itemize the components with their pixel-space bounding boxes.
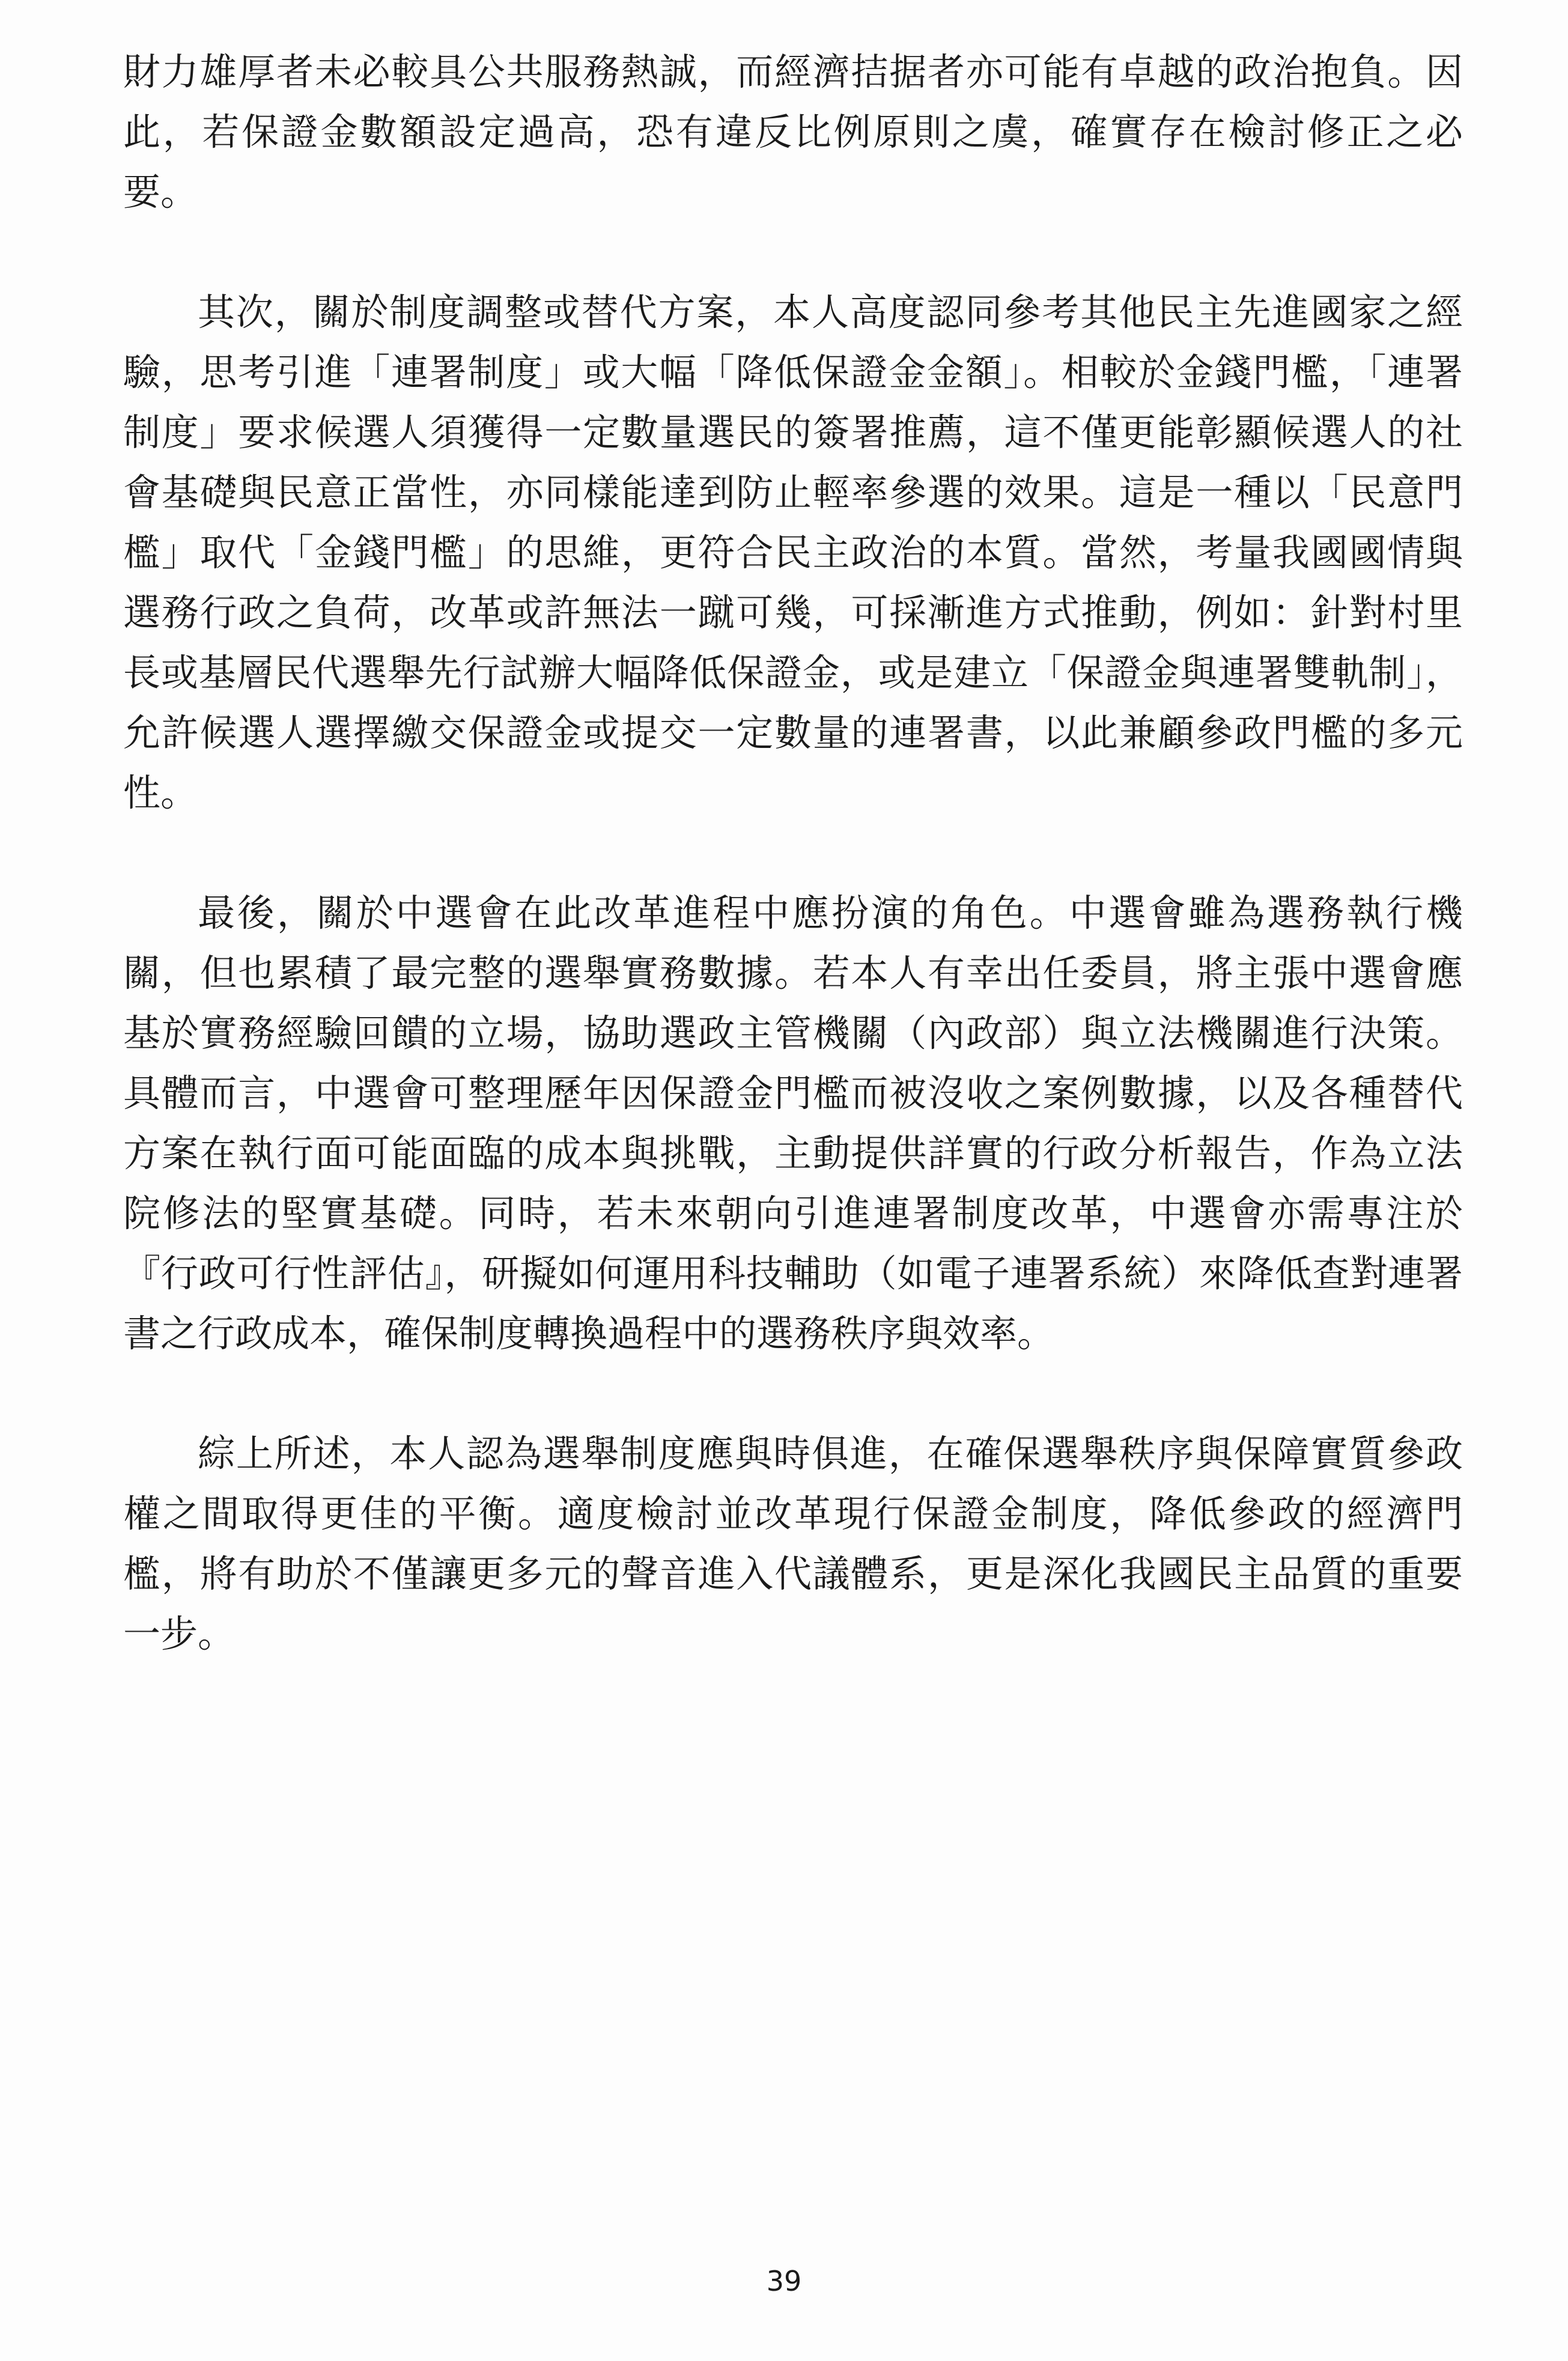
paragraph-continuation: 財力雄厚者未必較具公共服務熱誠，而經濟拮据者亦可能有卓越的政治抱負。因此，若保證金數額設定過高，恐有違反比例原則之虞，確實存在檢討修正之必要。 <box>123 50 1463 214</box>
page-number: 39 <box>766 2265 802 2297</box>
paragraph-alternative-schemes: 其次，關於制度調整或替代方案，本人高度認同參考其他民主先進國家之經驗，思考引進「連署制度」或大幅「降低保證金金額」。相較於金錢門檻，「連署制度」要求候選人須獲得一定數量選民的簽署推薦，這不僅更能彰顯候選人的社會基礎與民意正當性，亦同樣能達到防止輕率參選的效果。這是一種以「民意門檻」取代「金錢門檻」的思維，更符合民主政治的本質。當然，考量我國國情與選務行政之負荷，改革或許無法一蹴可幾，可採漸進方式推動，例如：針對村里長或基層民代選舉先行試辦大幅降低保證金，或是建立「保證金與連署雙軌制」，允許候選人選擇繳交保證金或提交一定數量的連署書，以此兼顧參政門檻的多元性。 <box>123 290 1463 815</box>
paragraph-cec-role: 最後，關於中選會在此改革進程中應扮演的角色。中選會雖為選務執行機關，但也累積了最完整的選舉實務數據。若本人有幸出任委員，將主張中選會應基於實務經驗回饋的立場，協助選政主管機關（內政部）與立法機關進行決策。具體而言，中選會可整理歷年因保證金門檻而被沒收之案例數據，以及各種替代方案在執行面可能面臨的成本與挑戰，主動提供詳實的行政分析報告，作為立法院修法的堅實基礎。同時，若未來朝向引進連署制度改革，中選會亦需專注於『行政可行性評估』，研擬如何運用科技輔助（如電子連署系統）來降低查對連署書之行政成本，確保制度轉換過程中的選務秩序與效率。 <box>123 891 1463 1355</box>
paragraph-conclusion: 綜上所述，本人認為選舉制度應與時俱進，在確保選舉秩序與保障實質參政權之間取得更佳的平衡。適度檢討並改革現行保證金制度，降低參政的經濟門檻，將有助於不僅讓更多元的聲音進入代議體系，更是深化我國民主品質的重要一步。 <box>123 1432 1463 1656</box>
body-text <box>123 42 1463 1664</box>
